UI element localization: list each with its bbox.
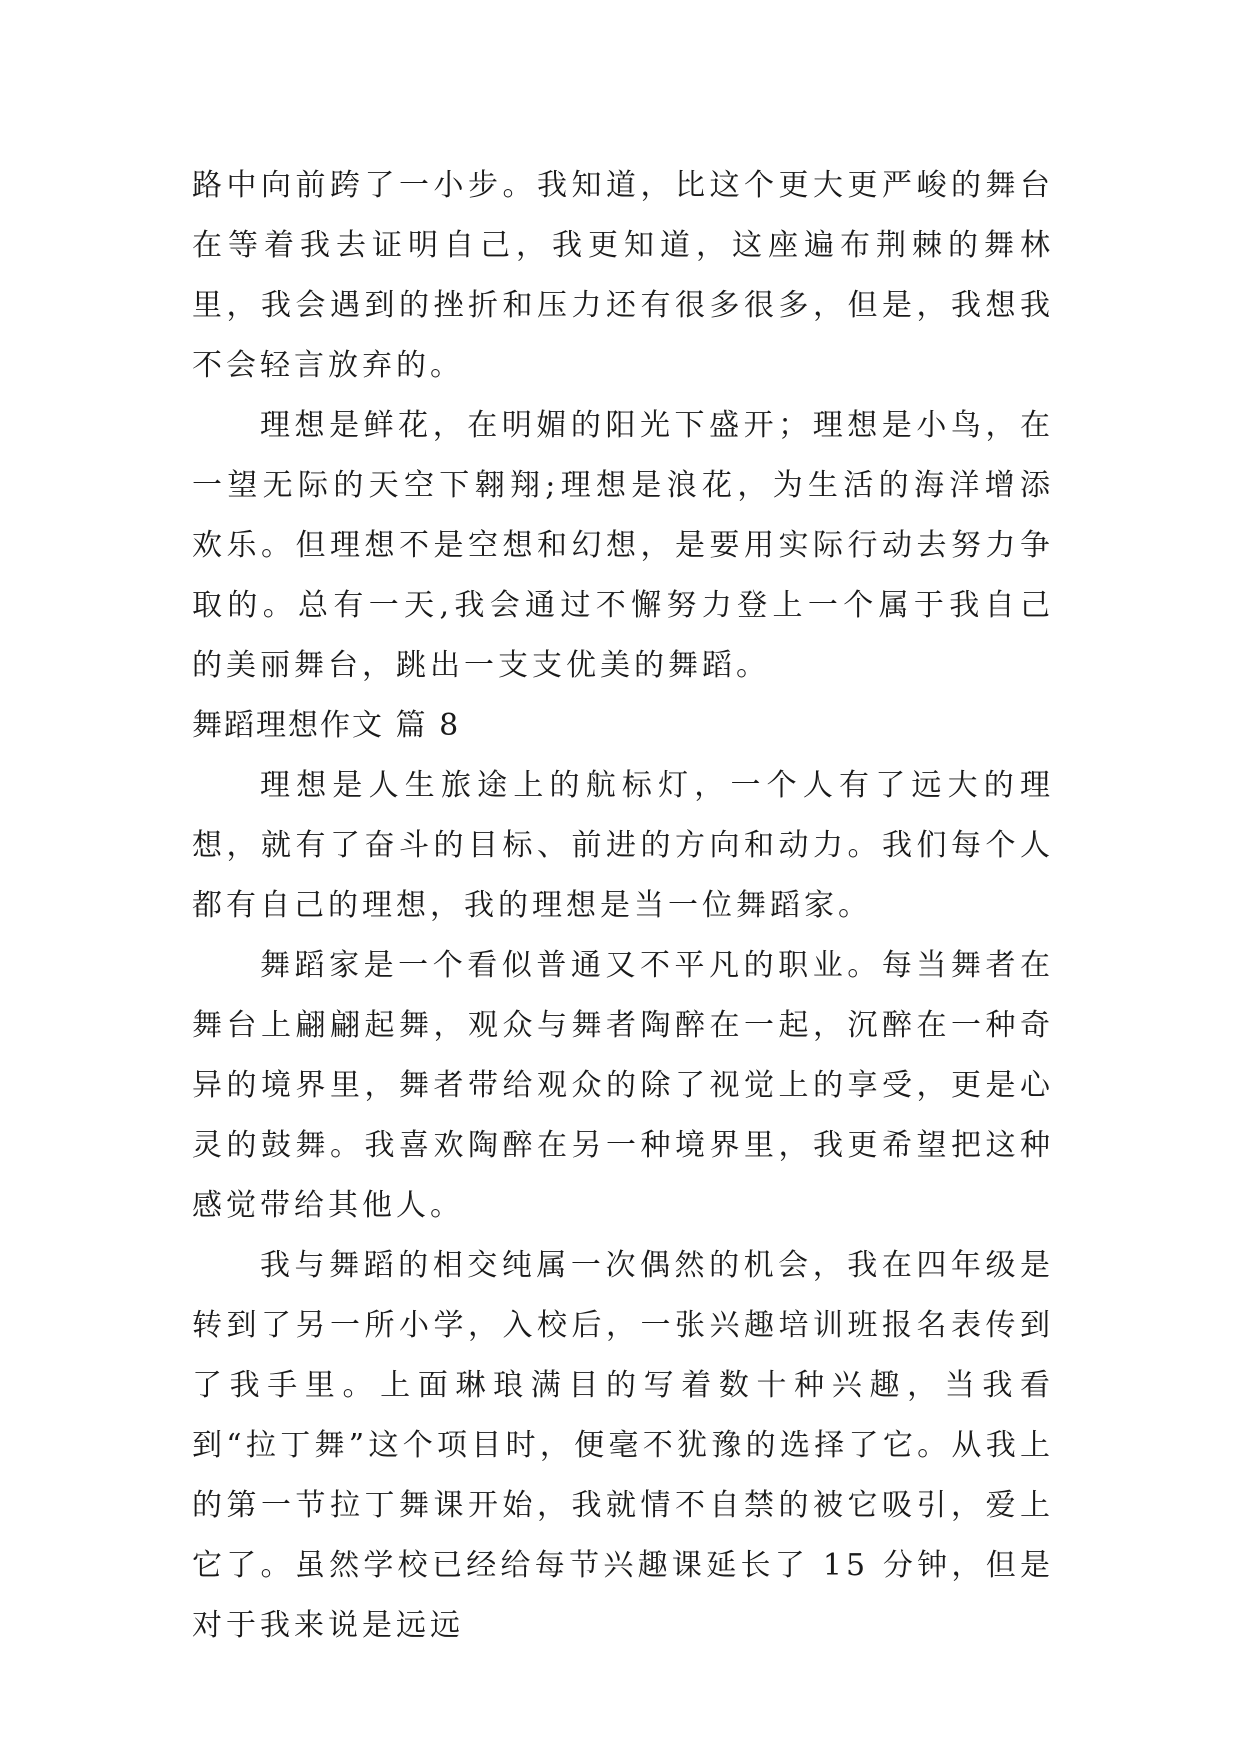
paragraph-dance-encounter: 我与舞蹈的相交纯属一次偶然的机会，我在四年级是转到了另一所小学，入校后，一张兴趣培训班报名表传到了我手里。上面琳琅满目的写着数十种兴趣，当我看到“拉丁舞”这个项目时，便毫不犹豫的选择了它。从我上的第一节拉丁舞课开始，我就情不自禁的被它吸引，爱上它了。虽然学校已经给每节兴趣课延长了 15 分钟，但是对于我来说是远远 xyxy=(192,1248,1054,1643)
paragraph-ideal-beacon: 理想是人生旅途上的航标灯，一个人有了远大的理想，就有了奋斗的目标、前进的方向和动力。我们每个人都有自己的理想，我的理想是当一位舞蹈家。 xyxy=(192,768,1054,923)
paragraph-dancer-profession: 舞蹈家是一个看似普通又不平凡的职业。每当舞者在舞台上翩翩起舞，观众与舞者陶醉在一起，沉醉在一种奇异的境界里，舞者带给观众的除了视觉上的享受，更是心灵的鼓舞。我喜欢陶醉在另一种境界里，我更希望把这种感觉带给其他人。 xyxy=(192,948,1054,1223)
paragraph-ideals-metaphor: 理想是鲜花，在明媚的阳光下盛开；理想是小鸟，在一望无际的天空下翱翔;理想是浪花，为生活的海洋增添欢乐。但理想不是空想和幻想，是要用实际行动去努力争取的。总有一天,我会通过不懈努力登上一个属于我自己的美丽舞台，跳出一支支优美的舞蹈。 xyxy=(192,408,1054,683)
section-heading: 舞蹈理想作文 篇 8 xyxy=(192,708,461,743)
paragraph-continuation: 路中向前跨了一小步。我知道，比这个更大更严峻的舞台在等着我去证明自己，我更知道，这座遍布荆棘的舞林里，我会遇到的挫折和压力还有很多很多，但是，我想我不会轻言放弃的。 xyxy=(192,168,1054,383)
document-body xyxy=(192,156,1054,1656)
